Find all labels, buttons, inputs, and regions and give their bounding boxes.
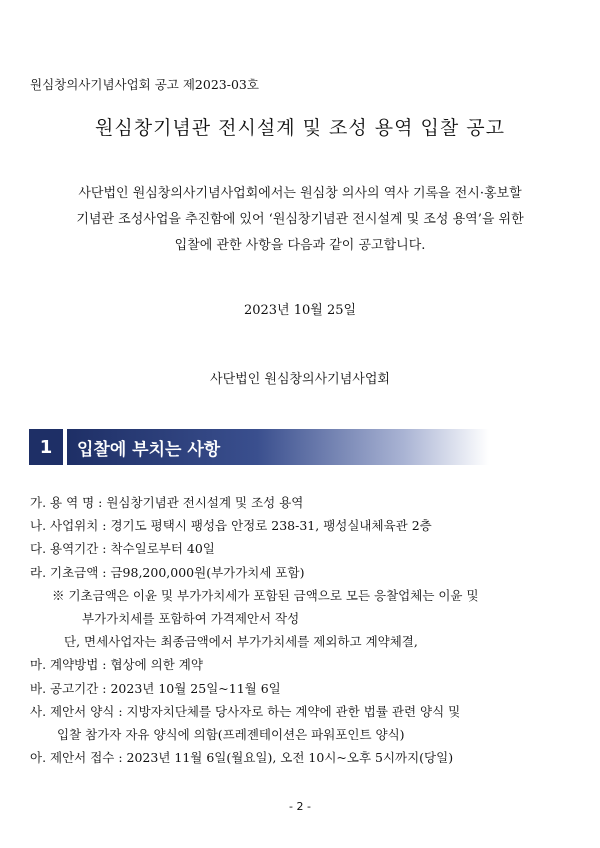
list-item-continued: 입찰 참가자 자유 양식에 의함(프레젠테이션은 파워포인트 양식) (57, 727, 405, 743)
list-item: 사. 제안서 양식 : 지방자치단체를 당사자로 하는 계약에 관한 법률 관련 양식 및 (30, 703, 461, 719)
intro-paragraph (30, 181, 570, 259)
section-title: 입찰에 부치는 사항 (67, 429, 489, 465)
intro-line: 기념관 조성사업을 추진함에 있어 ‘원심창기념관 전시설계 및 조성 용역’을 위한 (76, 212, 524, 227)
list-item: 바. 공고기간 : 2023년 10월 25일~11월 6일 (30, 680, 281, 696)
page-title: 원심창기념관 전시설계 및 조성 용역 입찰 공고 (95, 117, 505, 139)
page-number: - 2 - (289, 800, 311, 813)
item-list (30, 491, 575, 769)
notice-date: 2023년 10월 25일 (243, 303, 357, 318)
section-header (29, 429, 489, 465)
list-item: 가. 용 역 명 : 원심창기념관 전시설계 및 조성 용역 (30, 495, 304, 510)
organization-name: 사단법인 원심창의사기념사업회 (210, 372, 390, 387)
list-item-note: 부가가치세를 포함하여 가격제안서 작성 (82, 611, 300, 627)
intro-line: 사단법인 원심창의사기념사업회에서는 원심창 의사의 역사 기록을 전시·홍보할 (78, 186, 522, 201)
list-item: 다. 용역기간 : 착수일로부터 40일 (30, 541, 215, 557)
list-item: 마. 계약방법 : 협상에 의한 계약 (30, 657, 203, 673)
doc-number: 원심창의사기념사업회 공고 제2023-03호 (30, 77, 259, 92)
list-item: 라. 기초금액 : 금98,200,000원(부가가치세 포함) (30, 564, 305, 580)
list-item-note: 단, 면세사업자는 최종금액에서 부가가치세를 제외하고 계약체결, (64, 634, 418, 650)
intro-line: 입찰에 관한 사항을 다음과 같이 공고합니다. (174, 238, 426, 253)
list-item: 아. 제안서 접수 : 2023년 11월 6일(월요일), 오전 10시~오후 5시까지(당일) (30, 750, 454, 766)
list-item: 나. 사업위치 : 경기도 평택시 팽성읍 안정로 238-31, 팽성실내체육관 2층 (30, 518, 432, 534)
section-number: 1 (29, 429, 63, 465)
list-item-note: ※ 기초금액은 이윤 및 부가가치세가 포함된 금액으로 모든 응찰업체는 이윤 및 (52, 587, 479, 603)
